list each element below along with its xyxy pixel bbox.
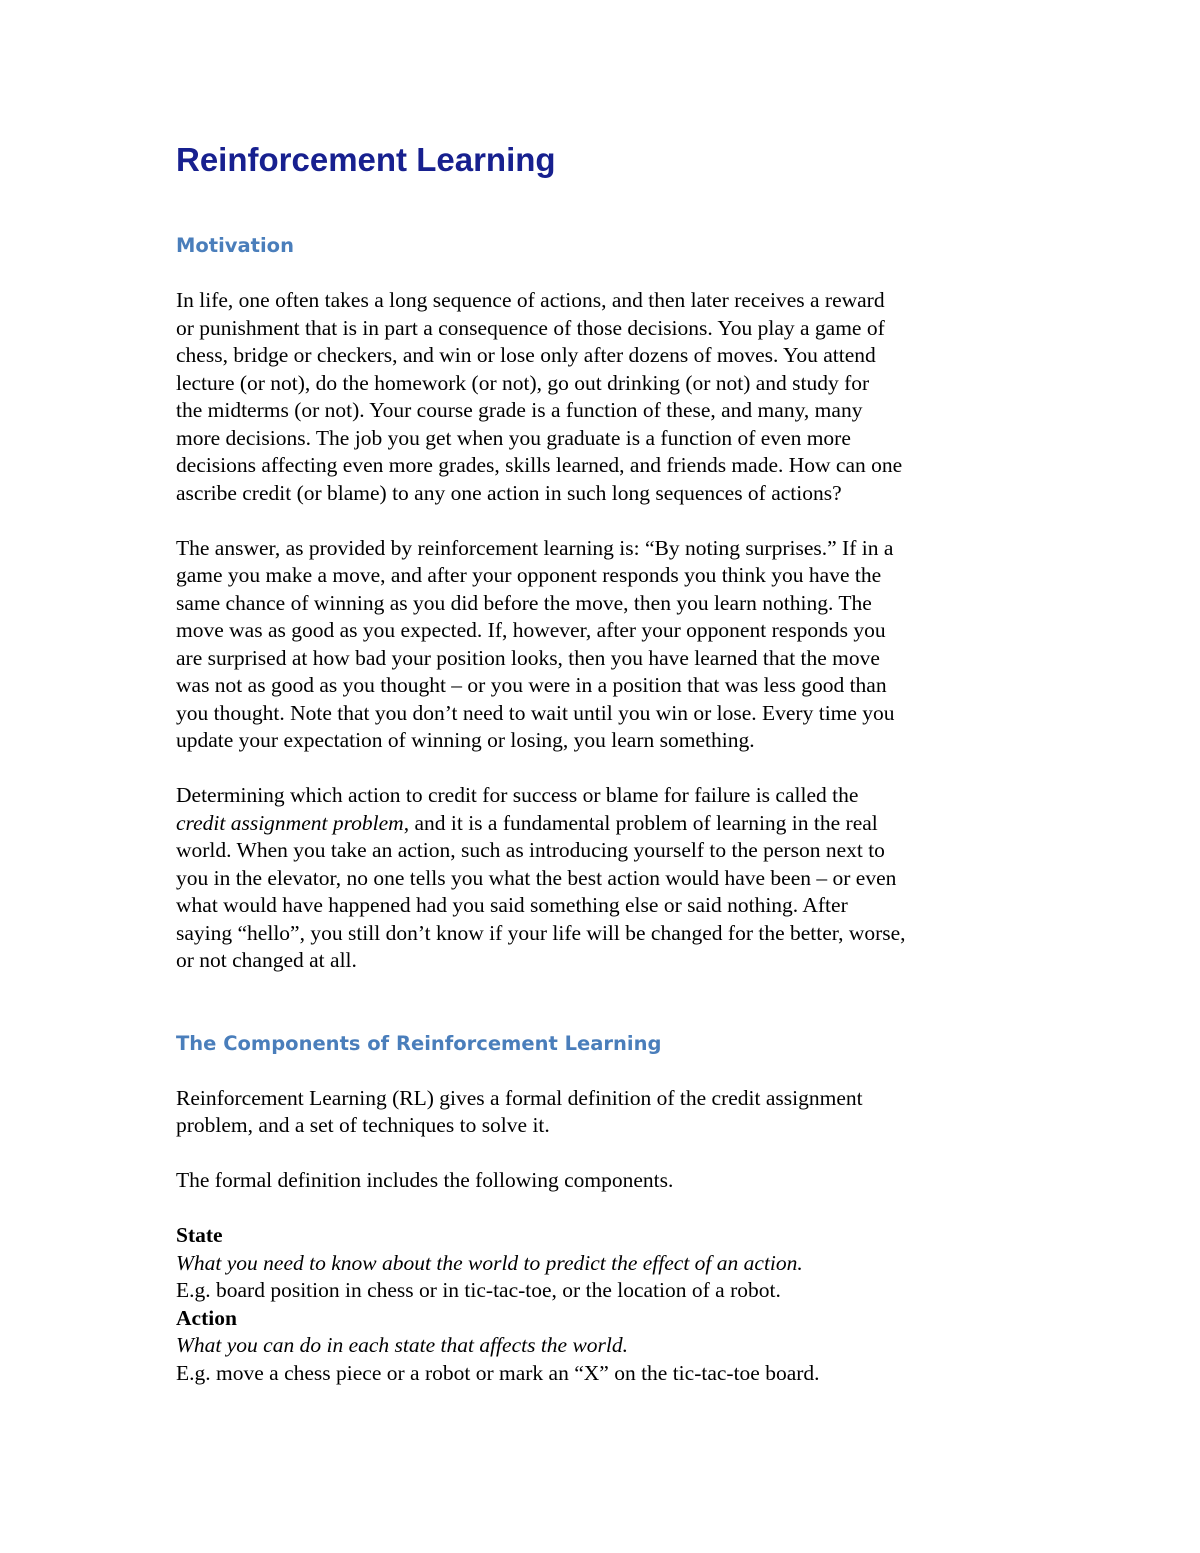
component-description: What you can do in each state that affects the world. — [176, 1333, 629, 1357]
text-line: game you make a move, and after your opponent responds you think you have the — [176, 563, 882, 587]
text-line: or not changed at all. — [176, 948, 357, 972]
text-line: chess, bridge or checkers, and win or lose only after dozens of moves. You attend — [176, 343, 876, 367]
text-line: The answer, as provided by reinforcement learning is: “By noting surprises.” If in a — [176, 535, 894, 560]
paragraph-motivation-1 — [176, 287, 1036, 507]
text-line — [176, 810, 1036, 838]
text-line: the midterms (or not). Your course grade is a function of these, and many, many — [176, 398, 863, 422]
text-line: In life, one often takes a long sequence of actions, and then later receives a reward — [176, 288, 885, 312]
document-page — [176, 140, 1036, 1387]
paragraph-components-1 — [176, 1085, 1036, 1140]
text-line: Reinforcement Learning (RL) gives a formal definition of the credit assignment — [176, 1085, 863, 1110]
text-line: Determining which action to credit for success or blame for failure is called the — [176, 783, 859, 807]
text-line: ascribe credit (or blame) to any one action in such long sequences of actions? — [176, 480, 842, 505]
text-line: you in the elevator, no one tells you what the best action would have been – or even — [176, 865, 897, 890]
text-line: move was as good as you expected. If, however, after your opponent responds you — [176, 618, 886, 642]
component-term: State — [176, 1223, 223, 1247]
text-line: are surprised at how bad your position looks, then you have learned that the move — [176, 645, 880, 670]
paragraph-components-2 — [176, 1167, 1036, 1195]
text-line: was not as good as you thought – or you were in a position that was less good than — [176, 673, 887, 697]
component-action — [176, 1305, 1036, 1388]
text-fragment: , and it is a fundamental problem of learning in the real — [403, 810, 878, 835]
component-description: What you need to know about the world to predict the effect of an action. — [176, 1250, 803, 1275]
paragraph-motivation-2 — [176, 535, 1036, 755]
document-title: Reinforcement Learning — [176, 141, 556, 178]
section-heading-components: The Components of Reinforcement Learning — [176, 1031, 662, 1055]
text-line: what would have happened had you said something else or said nothing. After — [176, 893, 848, 917]
component-state — [176, 1222, 1036, 1305]
text-line: lecture (or not), do the homework (or not), go out drinking (or not) and study for — [176, 370, 870, 395]
text-line: The formal definition includes the following components. — [176, 1168, 674, 1192]
text-line: or punishment that is in part a consequence of those decisions. You play a game of — [176, 315, 885, 340]
text-line: world. When you take an action, such as introducing yourself to the person next to — [176, 838, 885, 862]
component-example: E.g. board position in chess or in tic-tac-toe, or the location of a robot. — [176, 1278, 781, 1302]
section-heading-motivation: Motivation — [176, 234, 294, 257]
text-line: decisions affecting even more grades, skills learned, and friends made. How can one — [176, 453, 903, 477]
paragraph-motivation-3 — [176, 782, 1036, 975]
text-line: problem, and a set of techniques to solve it. — [176, 1113, 550, 1137]
text-line: you thought. Note that you don’t need to wait until you win or lose. Every time you — [176, 700, 895, 725]
component-example: E.g. move a chess piece or a robot or mark an “X” on the tic-tac-toe board. — [176, 1360, 820, 1385]
text-line: update your expectation of winning or losing, you learn something. — [176, 728, 755, 752]
text-line: more decisions. The job you get when you graduate is a function of even more — [176, 425, 851, 450]
text-line: saying “hello”, you still don’t know if your life will be changed for the better, worse, — [176, 920, 906, 945]
text-line: same chance of winning as you did before the move, then you learn nothing. The — [176, 590, 872, 615]
component-term: Action — [176, 1305, 237, 1330]
emphasis-term: credit assignment problem — [176, 810, 404, 835]
